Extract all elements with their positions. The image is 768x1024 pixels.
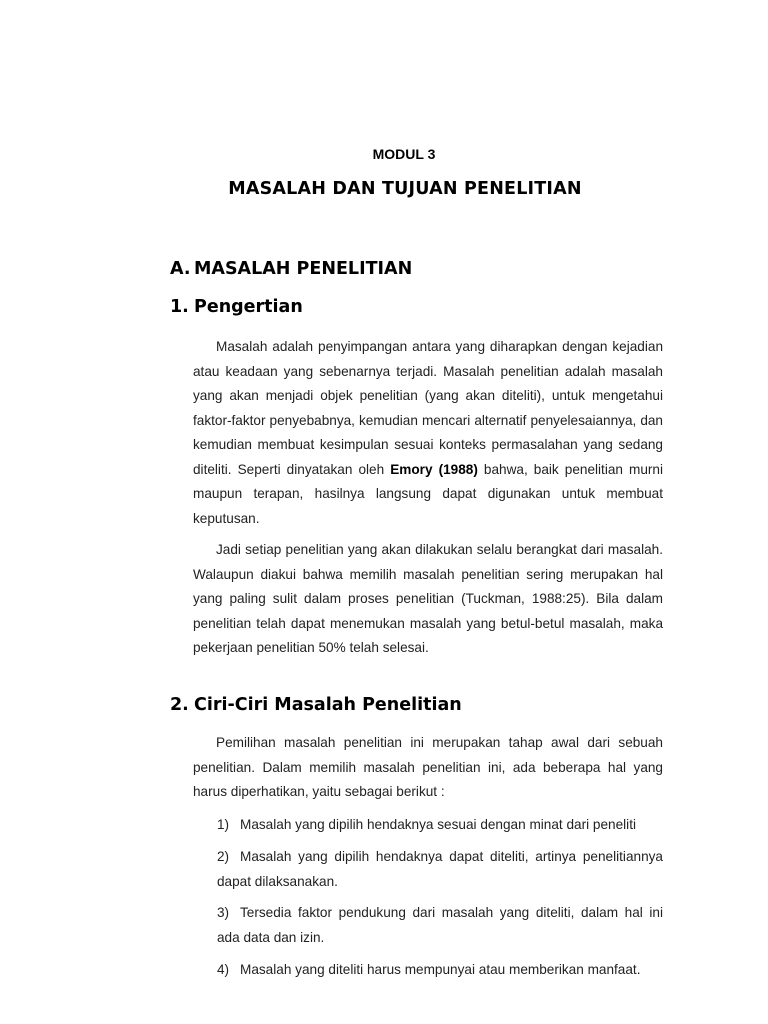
paragraph-text: Masalah adalah penyimpangan antara yang diharapkan dengan kejadian atau keadaan yang sebenarnya terjadi. Masalah penelitian adalah masalah yang akan menjadi objek penelitian (yang akan diteliti), untuk mengetahui faktor-faktor penyebabnya, kemudian mencari alternatif penyelesaiannya, dan kemudian membuat kesimpulan sesuai konteks permasalahan yang sedang diteliti. Seperti dinyatakan oleh [193,339,663,477]
list-text: Tersedia faktor pendukung dari masalah yang diteliti, dalam hal ini ada data dan izin. [217,905,663,945]
subsection-title: Ciri-Ciri Masalah Penelitian [194,695,462,715]
list-item [217,845,663,894]
list-marker: 2) [217,849,230,864]
list-text: Masalah yang diteliti harus mempunyai atau memberikan manfaat. [240,962,641,977]
module-label: MODUL 3 [372,146,436,162]
subsection-heading-2 [170,695,462,715]
subsection-number: 1. [170,297,189,317]
subsection-heading-1 [170,297,303,317]
citation: Emory (1988) [390,461,478,477]
list-item [217,958,663,983]
section-heading-a [170,259,412,279]
list-text: Masalah yang dipilih hendaknya sesuai dengan minat dari peneliti [240,817,636,832]
list-marker: 1) [217,817,230,832]
list-item [217,901,663,950]
list-text: Masalah yang dipilih hendaknya dapat diteliti, artinya penelitiannya dapat dilaksanakan. [217,849,663,889]
paragraph-text: bahwa, baik penelitian murni maupun terapan, hasilnya langsung dapat digunakan untuk membuat keputusan. [193,461,663,526]
section-number: A. [170,259,191,279]
list-marker: 3) [217,905,230,920]
list-item [217,813,663,838]
paragraph-selection: Pemilihan masalah penelitian ini merupakan tahap awal dari sebuah penelitian. Dalam memilih masalah penelitian ini, ada beberapa hal yang harus diperhatikan, yaitu sebagai berikut : [193,735,663,799]
paragraph-problem-origin: Jadi setiap penelitian yang akan dilakukan selalu berangkat dari masalah. Walaupun diakui bahwa memilih masalah penelitian sering merupakan hal yang paling sulit dalam proses penelitian (Tuckman, 1988:25). Bila dalam penelitian telah dapat menemukan masalah yang betul-betul masalah, maka pekerjaan penelitian 50% telah selesai. [193,542,663,655]
section-title: MASALAH PENELITIAN [194,259,413,279]
subsection-number: 2. [170,695,189,715]
paragraph-definition [193,335,663,531]
subsection-title: Pengertian [194,297,303,317]
page-title: MASALAH DAN TUJUAN PENELITIAN [228,179,582,199]
list-marker: 4) [217,962,230,977]
